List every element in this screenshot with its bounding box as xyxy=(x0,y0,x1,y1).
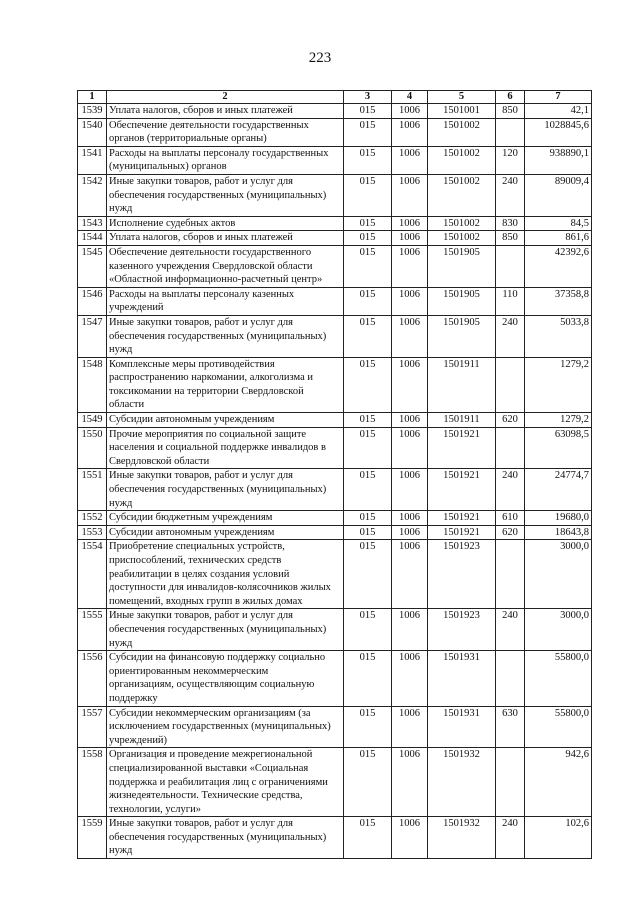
header-col-3: 3 xyxy=(344,91,392,104)
row-col-6 xyxy=(496,651,525,706)
row-col-3: 015 xyxy=(344,469,392,511)
row-name-line: приспособлений, технических средств xyxy=(109,555,282,566)
row-col-6 xyxy=(496,427,525,469)
row-col-5: 1501002 xyxy=(428,231,496,246)
row-amount: 55800,0 xyxy=(525,706,592,748)
row-amount: 42392,6 xyxy=(525,245,592,287)
row-name-line: нужд xyxy=(109,203,133,215)
row-number: 1552 xyxy=(78,511,107,526)
row-col-3: 015 xyxy=(344,146,392,174)
row-name-line: организациям, осуществляющим социальную xyxy=(109,679,315,691)
row-amount: 861,6 xyxy=(525,231,592,246)
row-col-4: 1006 xyxy=(392,706,428,748)
row-col-4: 1006 xyxy=(392,174,428,216)
row-col-4: 1006 xyxy=(392,469,428,511)
row-name-line: Приобретение специальных устройств, xyxy=(109,541,285,553)
row-col-5: 1501921 xyxy=(428,511,496,526)
row-col-3: 015 xyxy=(344,413,392,428)
row-col-4: 1006 xyxy=(392,104,428,119)
row-col-6 xyxy=(496,245,525,287)
row-name xyxy=(107,706,344,748)
row-name-line: поддержку xyxy=(109,692,158,704)
row-name xyxy=(107,357,344,412)
row-col-6 xyxy=(496,357,525,412)
row-col-5: 1501002 xyxy=(428,118,496,146)
row-name-line: обеспечения государственных (муниципальных) xyxy=(109,623,327,635)
row-amount: 19680,0 xyxy=(525,511,592,526)
budget-table xyxy=(77,90,592,859)
row-col-4: 1006 xyxy=(392,427,428,469)
row-col-5: 1501932 xyxy=(428,748,496,817)
row-name xyxy=(107,817,344,859)
row-col-5: 1501921 xyxy=(428,525,496,540)
row-col-6: 830 xyxy=(496,216,525,231)
row-col-5: 1501002 xyxy=(428,146,496,174)
row-name-line: Субсидии на финансовую поддержку социально xyxy=(109,652,326,664)
row-name xyxy=(107,609,344,651)
row-name-line: исключением государственных (муниципальных) xyxy=(109,721,331,733)
row-name-line: специализированной выставки «Социальная xyxy=(109,762,309,774)
row-col-6: 240 xyxy=(496,315,525,357)
table-row xyxy=(78,231,592,246)
row-name-line: Свердловской области xyxy=(109,455,210,467)
row-amount: 1028845,6 xyxy=(525,118,592,146)
row-name-line: Субсидии автономным учреждениям xyxy=(109,526,275,538)
page-number: 223 xyxy=(308,50,332,66)
row-col-5: 1501905 xyxy=(428,245,496,287)
row-number: 1557 xyxy=(78,706,107,748)
row-col-3: 015 xyxy=(344,540,392,609)
header-col-2: 2 xyxy=(107,91,344,104)
row-name-line: доступности для инвалидов-колясочников жилых xyxy=(109,582,331,594)
row-name-line: жизнедеятельности. Технические средства, xyxy=(109,790,303,802)
row-name-line: реабилитации в целях создания условий xyxy=(109,568,290,580)
row-col-3: 015 xyxy=(344,104,392,119)
row-name-line: нужд xyxy=(109,845,133,857)
row-col-3: 015 xyxy=(344,357,392,412)
row-amount: 84,5 xyxy=(525,216,592,231)
row-name xyxy=(107,748,344,817)
row-name-line: учреждений xyxy=(109,302,164,314)
row-col-3: 015 xyxy=(344,315,392,357)
row-name-line: токсикомании на территории Свердловской xyxy=(109,385,304,397)
row-number: 1539 xyxy=(78,104,107,119)
row-name-line: учреждений) xyxy=(109,734,168,746)
row-number: 1542 xyxy=(78,174,107,216)
row-col-6 xyxy=(496,118,525,146)
row-name-line: Исполнение судебных актов xyxy=(109,217,236,229)
row-col-6: 620 xyxy=(496,413,525,428)
row-name-line: казенного учреждения Свердловской области xyxy=(109,260,313,272)
row-col-6: 240 xyxy=(496,469,525,511)
header-col-5: 5 xyxy=(428,91,496,104)
row-amount: 938890,1 xyxy=(525,146,592,174)
row-col-5: 1501931 xyxy=(428,706,496,748)
row-col-5: 1501905 xyxy=(428,315,496,357)
row-name-line: области xyxy=(109,399,145,411)
row-name-line: Иные закупки товаров, работ и услуг для xyxy=(109,818,293,830)
row-name xyxy=(107,511,344,526)
row-name-line: Прочие мероприятия по социальной защите xyxy=(109,428,307,440)
row-name-line: «Областной информационно-расчетный центр» xyxy=(109,274,323,286)
row-number: 1545 xyxy=(78,245,107,287)
row-number: 1550 xyxy=(78,427,107,469)
row-number: 1547 xyxy=(78,315,107,357)
table-row xyxy=(78,413,592,428)
row-number: 1541 xyxy=(78,146,107,174)
row-name-line: распространению наркомании, алкоголизма и xyxy=(109,372,314,384)
row-col-5: 1501932 xyxy=(428,817,496,859)
table-row xyxy=(78,174,592,216)
row-col-4: 1006 xyxy=(392,146,428,174)
row-col-4: 1006 xyxy=(392,118,428,146)
table-row xyxy=(78,817,592,859)
row-col-6: 120 xyxy=(496,146,525,174)
row-name-line: населения и социальной поддержке инвалидов в xyxy=(109,442,326,454)
row-name-line: нужд xyxy=(109,497,133,509)
row-name xyxy=(107,469,344,511)
row-amount: 89009,4 xyxy=(525,174,592,216)
row-number: 1546 xyxy=(78,287,107,315)
row-name-line: нужд xyxy=(109,344,133,356)
row-amount: 63098,5 xyxy=(525,427,592,469)
table-row xyxy=(78,609,592,651)
table-row xyxy=(78,245,592,287)
row-col-5: 1501911 xyxy=(428,413,496,428)
table-row xyxy=(78,511,592,526)
row-col-3: 015 xyxy=(344,427,392,469)
row-col-6: 620 xyxy=(496,525,525,540)
row-name xyxy=(107,427,344,469)
row-name xyxy=(107,174,344,216)
row-number: 1548 xyxy=(78,357,107,412)
table-row xyxy=(78,748,592,817)
row-amount: 37358,8 xyxy=(525,287,592,315)
row-number: 1540 xyxy=(78,118,107,146)
table-row xyxy=(78,469,592,511)
row-name-line: Иные закупки товаров, работ и услуг для xyxy=(109,175,293,187)
row-name-line: обеспечения государственных (муниципальных) xyxy=(109,831,327,843)
row-name xyxy=(107,146,344,174)
row-name-line: обеспечения государственных (муниципальных) xyxy=(109,484,327,496)
row-name xyxy=(107,315,344,357)
row-col-5: 1501923 xyxy=(428,609,496,651)
row-col-4: 1006 xyxy=(392,525,428,540)
row-name xyxy=(107,413,344,428)
row-amount: 55800,0 xyxy=(525,651,592,706)
row-number: 1544 xyxy=(78,231,107,246)
table-row xyxy=(78,315,592,357)
row-name-line: помещений, входных групп в жилых домах xyxy=(109,595,303,607)
row-name-line: Расходы на выплаты персоналу государственных xyxy=(109,147,329,159)
header-col-4: 4 xyxy=(392,91,428,104)
table-row xyxy=(78,357,592,412)
row-name-line: Субсидии некоммерческим организациям (за xyxy=(109,707,311,719)
table-row xyxy=(78,216,592,231)
row-col-3: 015 xyxy=(344,609,392,651)
row-col-5: 1501923 xyxy=(428,540,496,609)
row-col-4: 1006 xyxy=(392,651,428,706)
table-row xyxy=(78,427,592,469)
row-amount: 18643,8 xyxy=(525,525,592,540)
row-name-line: Субсидии бюджетным учреждениям xyxy=(109,512,273,524)
row-name-line: Расходы на выплаты персоналу казенных xyxy=(109,288,295,300)
row-name-line: Иные закупки товаров, работ и услуг для xyxy=(109,610,293,622)
row-name-line: органов (территориальные органы) xyxy=(109,133,267,145)
row-col-6: 850 xyxy=(496,231,525,246)
table-row xyxy=(78,287,592,315)
row-col-4: 1006 xyxy=(392,287,428,315)
row-number: 1551 xyxy=(78,469,107,511)
row-name xyxy=(107,651,344,706)
row-number: 1556 xyxy=(78,651,107,706)
row-col-6: 850 xyxy=(496,104,525,119)
row-col-5: 1501921 xyxy=(428,469,496,511)
header-col-7: 7 xyxy=(525,91,592,104)
row-amount: 1279,2 xyxy=(525,413,592,428)
row-number: 1558 xyxy=(78,748,107,817)
row-name-line: Уплата налогов, сборов и иных платежей xyxy=(109,105,293,116)
row-col-6 xyxy=(496,748,525,817)
row-col-5: 1501002 xyxy=(428,174,496,216)
table-row xyxy=(78,146,592,174)
row-amount: 5033,8 xyxy=(525,315,592,357)
row-amount: 102,6 xyxy=(525,817,592,859)
row-name xyxy=(107,216,344,231)
row-name-line: Комплексные меры противодействия xyxy=(109,358,275,370)
table-row xyxy=(78,540,592,609)
row-col-4: 1006 xyxy=(392,315,428,357)
table-body xyxy=(78,104,592,859)
row-name-line: обеспечения государственных (муниципальных) xyxy=(109,330,327,342)
row-name xyxy=(107,525,344,540)
row-name-line: Организация и проведение межрегиональной xyxy=(109,749,313,761)
row-col-6: 630 xyxy=(496,706,525,748)
row-name-line: технологии, услуги» xyxy=(109,803,201,815)
table-row xyxy=(78,525,592,540)
row-col-5: 1501931 xyxy=(428,651,496,706)
row-col-6: 240 xyxy=(496,817,525,859)
row-amount: 942,6 xyxy=(525,748,592,817)
row-name xyxy=(107,118,344,146)
row-col-3: 015 xyxy=(344,118,392,146)
row-amount: 1279,2 xyxy=(525,357,592,412)
row-col-4: 1006 xyxy=(392,413,428,428)
table-row xyxy=(78,118,592,146)
row-name-line: ориентированным некоммерческим xyxy=(109,665,269,677)
header-col-1: 1 xyxy=(78,91,107,104)
table-row xyxy=(78,104,592,119)
row-col-3: 015 xyxy=(344,216,392,231)
row-col-3: 015 xyxy=(344,706,392,748)
row-col-4: 1006 xyxy=(392,609,428,651)
row-col-5: 1501911 xyxy=(428,357,496,412)
row-col-4: 1006 xyxy=(392,231,428,246)
row-col-5: 1501002 xyxy=(428,216,496,231)
row-name xyxy=(107,104,344,119)
row-number: 1555 xyxy=(78,609,107,651)
row-name-line: поддержка и реабилитация лиц с ограничениями xyxy=(109,776,328,788)
row-name-line: обеспечения государственных (муниципальных) xyxy=(109,189,327,201)
row-name-line: Уплата налогов, сборов и иных платежей xyxy=(109,232,293,244)
row-col-4: 1006 xyxy=(392,357,428,412)
row-col-4: 1006 xyxy=(392,817,428,859)
row-col-4: 1006 xyxy=(392,511,428,526)
row-name xyxy=(107,231,344,246)
row-col-6: 110 xyxy=(496,287,525,315)
row-name xyxy=(107,245,344,287)
row-col-5: 1501001 xyxy=(428,104,496,119)
table-row xyxy=(78,706,592,748)
row-col-3: 015 xyxy=(344,748,392,817)
header-col-6: 6 xyxy=(496,91,525,104)
row-name xyxy=(107,540,344,609)
row-amount: 42,1 xyxy=(525,104,592,119)
row-number: 1549 xyxy=(78,413,107,428)
row-amount: 24774,7 xyxy=(525,469,592,511)
row-col-3: 015 xyxy=(344,511,392,526)
row-col-5: 1501921 xyxy=(428,427,496,469)
row-col-3: 015 xyxy=(344,525,392,540)
row-col-3: 015 xyxy=(344,287,392,315)
row-col-3: 015 xyxy=(344,651,392,706)
row-amount: 3000,0 xyxy=(525,540,592,609)
row-col-6: 610 xyxy=(496,511,525,526)
row-col-4: 1006 xyxy=(392,540,428,609)
row-col-5: 1501905 xyxy=(428,287,496,315)
row-name-line: Обеспечение деятельности государственного xyxy=(109,246,312,258)
row-number: 1559 xyxy=(78,817,107,859)
row-col-3: 015 xyxy=(344,245,392,287)
row-name-line: нужд xyxy=(109,637,133,649)
row-name-line: Иные закупки товаров, работ и услуг для xyxy=(109,316,293,328)
row-amount: 3000,0 xyxy=(525,609,592,651)
row-col-3: 015 xyxy=(344,231,392,246)
row-number: 1543 xyxy=(78,216,107,231)
row-name-line: Субсидии автономным учреждениям xyxy=(109,414,275,426)
row-name-line: (муниципальных) органов xyxy=(109,161,227,173)
row-number: 1553 xyxy=(78,525,107,540)
row-col-4: 1006 xyxy=(392,748,428,817)
row-col-6 xyxy=(496,540,525,609)
table-header xyxy=(78,91,592,104)
row-number: 1554 xyxy=(78,540,107,609)
row-name xyxy=(107,287,344,315)
row-col-4: 1006 xyxy=(392,245,428,287)
row-col-6: 240 xyxy=(496,609,525,651)
row-col-6: 240 xyxy=(496,174,525,216)
row-col-3: 015 xyxy=(344,817,392,859)
row-col-4: 1006 xyxy=(392,216,428,231)
header-row xyxy=(78,91,592,104)
row-name-line: Иные закупки товаров, работ и услуг для xyxy=(109,470,293,482)
row-col-3: 015 xyxy=(344,174,392,216)
table-row xyxy=(78,651,592,706)
row-name-line: Обеспечение деятельности государственных xyxy=(109,119,309,131)
